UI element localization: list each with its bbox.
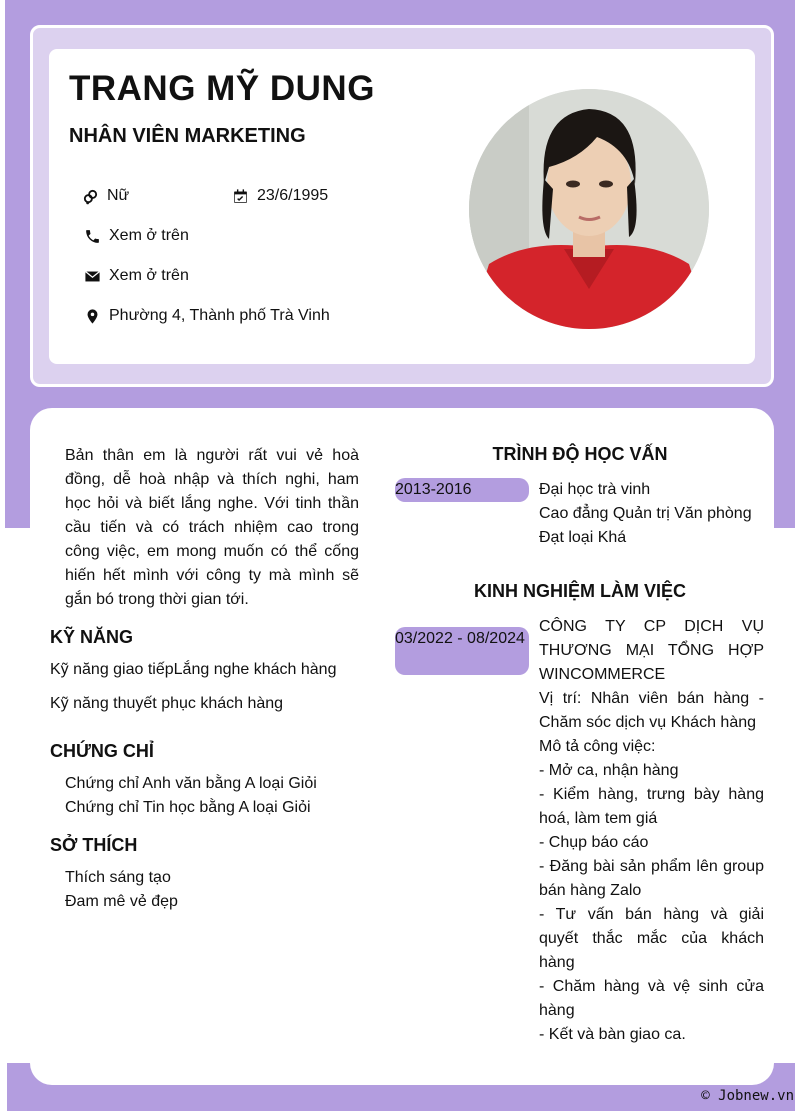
skills-title: KỸ NĂNG	[50, 627, 134, 647]
header-inner	[49, 49, 755, 364]
phone-row	[83, 227, 189, 245]
job-task: - Kiểm hàng, trưng bày hàng hoá, làm tem giá	[539, 786, 764, 827]
skill-item: Kỹ năng thuyết phục khách hàng	[50, 695, 284, 712]
candidate-position: NHÂN VIÊN MARKETING	[69, 125, 306, 147]
experience-period: 03/2022 - 08/2024	[395, 627, 529, 675]
education-line: Đạt loại Khá	[539, 529, 627, 546]
experience-details	[539, 615, 764, 1047]
hobby-item: Đam mê vẻ đẹp	[65, 893, 178, 910]
education-lines	[539, 478, 764, 550]
job-task: - Kết và bàn giao ca.	[539, 1026, 686, 1043]
company-name: CÔNG TY CP DỊCH VỤ THƯƠNG MẠI TỔNG HỢP WINCOMMERCE	[539, 618, 764, 683]
email-row	[83, 267, 189, 285]
calendar-icon	[231, 187, 249, 205]
job-task: - Đăng bài sản phẩm lên group bán hàng Zalo	[539, 858, 764, 899]
address-row	[83, 307, 330, 325]
education-period: 2013-2016	[395, 478, 529, 502]
job-task: - Chăm hàng và vệ sinh cửa hàng	[539, 978, 764, 1019]
gender-value: Nữ	[107, 187, 130, 204]
header-card	[30, 25, 774, 387]
email-value: Xem ở trên	[109, 267, 189, 284]
skill-item: Kỹ năng giao tiếpLắng nghe khách hàng	[50, 661, 337, 678]
job-task: - Tư vấn bán hàng và giải quyết thắc mắc của khách hàng	[539, 906, 764, 971]
location-pin-icon	[83, 307, 101, 325]
job-role: Vị trí: Nhân viên bán hàng - Chăm sóc dịch vụ Khách hàng	[539, 690, 764, 731]
gender-row	[81, 187, 129, 205]
address-value: Phường 4, Thành phố Trà Vinh	[109, 307, 330, 324]
education-title: TRÌNH ĐỘ HỌC VẤN	[492, 444, 668, 464]
education-line: Cao đẳng Quản trị Văn phòng	[539, 505, 752, 522]
body-card	[30, 408, 774, 1085]
envelope-icon	[83, 267, 101, 285]
hobby-item: Thích sáng tạo	[65, 869, 171, 886]
certificates-title: CHỨNG CHỈ	[50, 741, 154, 761]
birthday-value: 23/6/1995	[257, 187, 329, 204]
job-desc-title: Mô tả công việc:	[539, 738, 656, 755]
profile-photo	[469, 89, 709, 329]
hobbies-title: SỞ THÍCH	[50, 835, 138, 855]
job-task: - Mở ca, nhận hàng	[539, 762, 679, 779]
certificate-item: Chứng chỉ Anh văn bằng A loại Giỏi	[65, 775, 317, 792]
footer-credit: © Jobnew.vn	[701, 1088, 794, 1104]
job-task: - Chụp báo cáo	[539, 834, 649, 851]
certificate-item: Chứng chỉ Tin học bằng A loại Giỏi	[65, 799, 311, 816]
education-line: Đại học trà vinh	[539, 481, 651, 498]
phone-icon	[83, 227, 101, 245]
birthday-row	[231, 187, 328, 205]
candidate-name: TRANG MỸ DUNG	[69, 69, 375, 108]
summary-text: Bản thân em là người rất vui vẻ hoà đồng, dễ hoà nhập và thích nghi, ham học hỏi và biết lắng nghe. Với tinh thần cầu tiến và có trách nhiệm cao trong công việc, em mong muốn có thể cống hiến hết mình với công ty mà mình sẽ gắn bó trong thời gian tới.	[65, 447, 359, 608]
phone-value: Xem ở trên	[109, 227, 189, 244]
gender-icon	[81, 187, 99, 205]
experience-title: KINH NGHIỆM LÀM VIỆC	[473, 581, 686, 601]
